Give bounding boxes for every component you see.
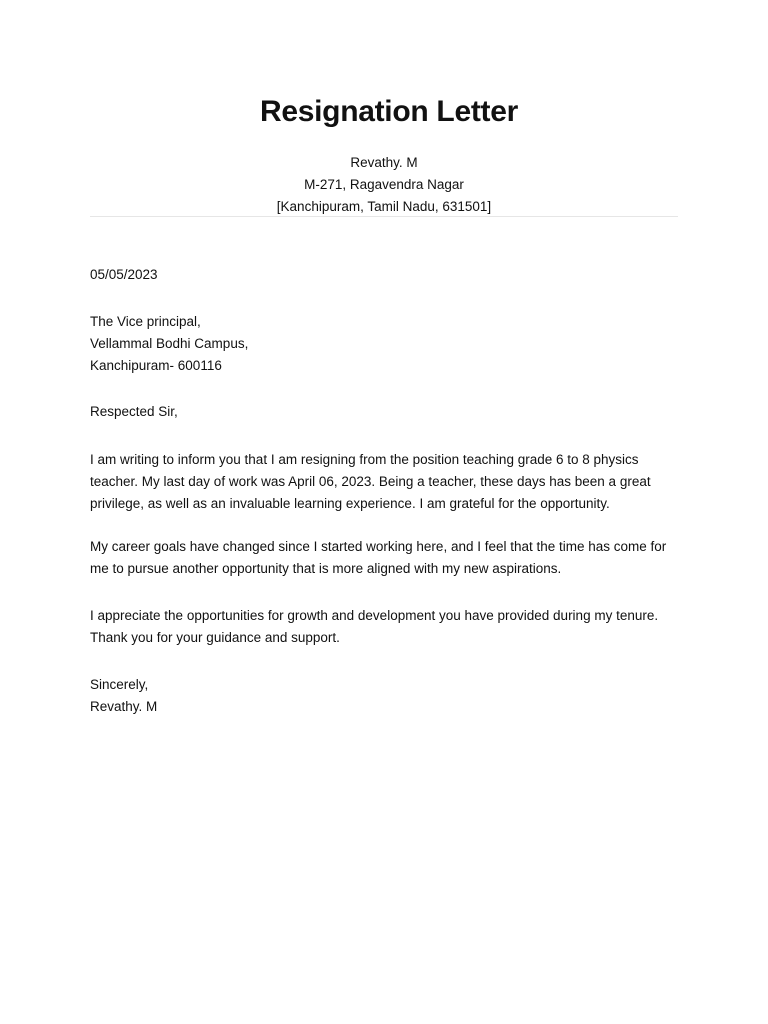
recipient-block xyxy=(90,311,682,377)
body-paragraph-2: My career goals have changed since I started working here, and I feel that the time has come for me to pursue another opportunity that is more aligned with my new aspirations. xyxy=(90,539,667,576)
recipient-line3: Kanchipuram- 600116 xyxy=(90,358,222,373)
header-divider xyxy=(90,216,678,217)
recipient-line2: Vellammal Bodhi Campus, xyxy=(90,336,249,351)
recipient-line1: The Vice principal, xyxy=(90,314,201,329)
body-paragraph-3: I appreciate the opportunities for growth and development you have provided during my tenure. Thank you for your guidance and support. xyxy=(90,608,659,645)
letter-title: Resignation Letter xyxy=(260,95,518,128)
sender-block xyxy=(0,152,768,218)
sender-address-line2: [Kanchipuram, Tamil Nadu, 631501] xyxy=(276,199,492,214)
closing-block xyxy=(90,674,682,718)
body-paragraph-1: I am writing to inform you that I am resigning from the position teaching grade 6 to 8 physics teacher. My last day of work was April 06, 2023. Being a teacher, these days has been a great privilege, as well as an invaluable learning experience. I am grateful for the opportunity. xyxy=(90,452,651,511)
sender-name: Revathy. M xyxy=(350,155,418,170)
sender-address-line1: M-271, Ragavendra Nagar xyxy=(304,177,464,192)
signature-name: Revathy. M xyxy=(90,699,158,714)
closing-text: Sincerely, xyxy=(90,677,149,692)
salutation: Respected Sir, xyxy=(90,404,178,419)
letter-date: 05/05/2023 xyxy=(90,267,158,282)
